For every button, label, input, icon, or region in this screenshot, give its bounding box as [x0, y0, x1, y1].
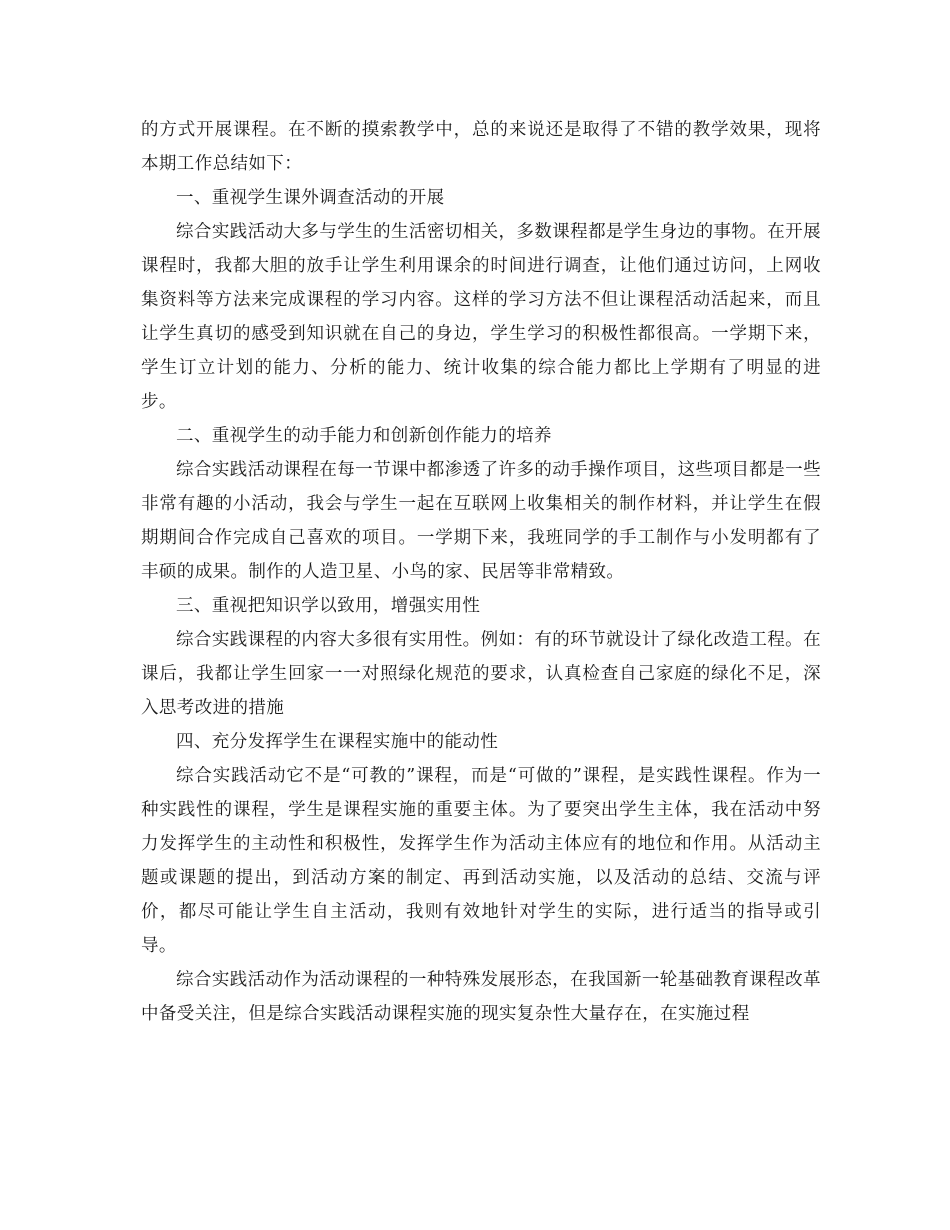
section-heading-3: 三、重视把知识学以致用，增强实用性: [176, 596, 481, 616]
section-heading-2: 二、重视学生的动手能力和创新创作能力的培养: [176, 426, 552, 446]
paragraph: 综合实践活动它不是“可教的”课程，而是“可做的”课程，是实践性课程。作为一种实践性的课程，学生是课程实施的重要主体。为了要突出学生主体，我在活动中努力发挥学生的主动性和积极性，发挥学生作为活动主体应有的地位和作用。从活动主题或课题的提出，到活动方案的制定、再到活动实施，以及活动的总结、交流与评价，都尽可能让学生自主活动，我则有效地针对学生的实际，进行适当的指导或引导。: [141, 766, 821, 956]
paragraph: 综合实践活动大多与学生的生活密切相关，多数课程都是学生身边的事物。在开展课程时，我都大胆的放手让学生利用课余的时间进行调查，让他们通过访问，上网收集资料等方法来完成课程的学习内容。这样的学习方法不但让课程活动活起来，而且让学生真切的感受到知识就在自己的身边，学生学习的积极性都很高。一学期下来，学生订立计划的能力、分析的能力、统计收集的综合能力都比上学期有了明显的进步。: [141, 222, 821, 412]
paragraph: 综合实践活动作为活动课程的一种特殊发展形态，在我国新一轮基础教育课程改革中备受关注，但是综合实践活动课程实施的现实复杂性大量存在，在实施过程: [141, 970, 821, 1024]
paragraph-continued: 的方式开展课程。在不断的摸索教学中，总的来说还是取得了不错的教学效果，现将本期工作总结如下：: [141, 120, 821, 174]
paragraph: 综合实践活动课程在每一节课中都渗透了许多的动手操作项目，这些项目都是一些非常有趣的小活动，我会与学生一起在互联网上收集相关的制作材料，并让学生在假期期间合作完成自己喜欢的项目。一学期下来，我班同学的手工制作与小发明都有了丰硕的成果。制作的人造卫星、小鸟的家、民居等非常精致。: [141, 460, 821, 582]
section-heading-1: 一、重视学生课外调查活动的开展: [176, 188, 445, 208]
document-body: [141, 113, 821, 1031]
paragraph: 综合实践课程的内容大多很有实用性。例如：有的环节就设计了绿化改造工程。在课后，我都让学生回家一一对照绿化规范的要求，认真检查自己家庭的绿化不足，深入思考改进的措施: [141, 630, 821, 718]
section-heading-4: 四、充分发挥学生在课程实施中的能动性: [176, 732, 499, 752]
